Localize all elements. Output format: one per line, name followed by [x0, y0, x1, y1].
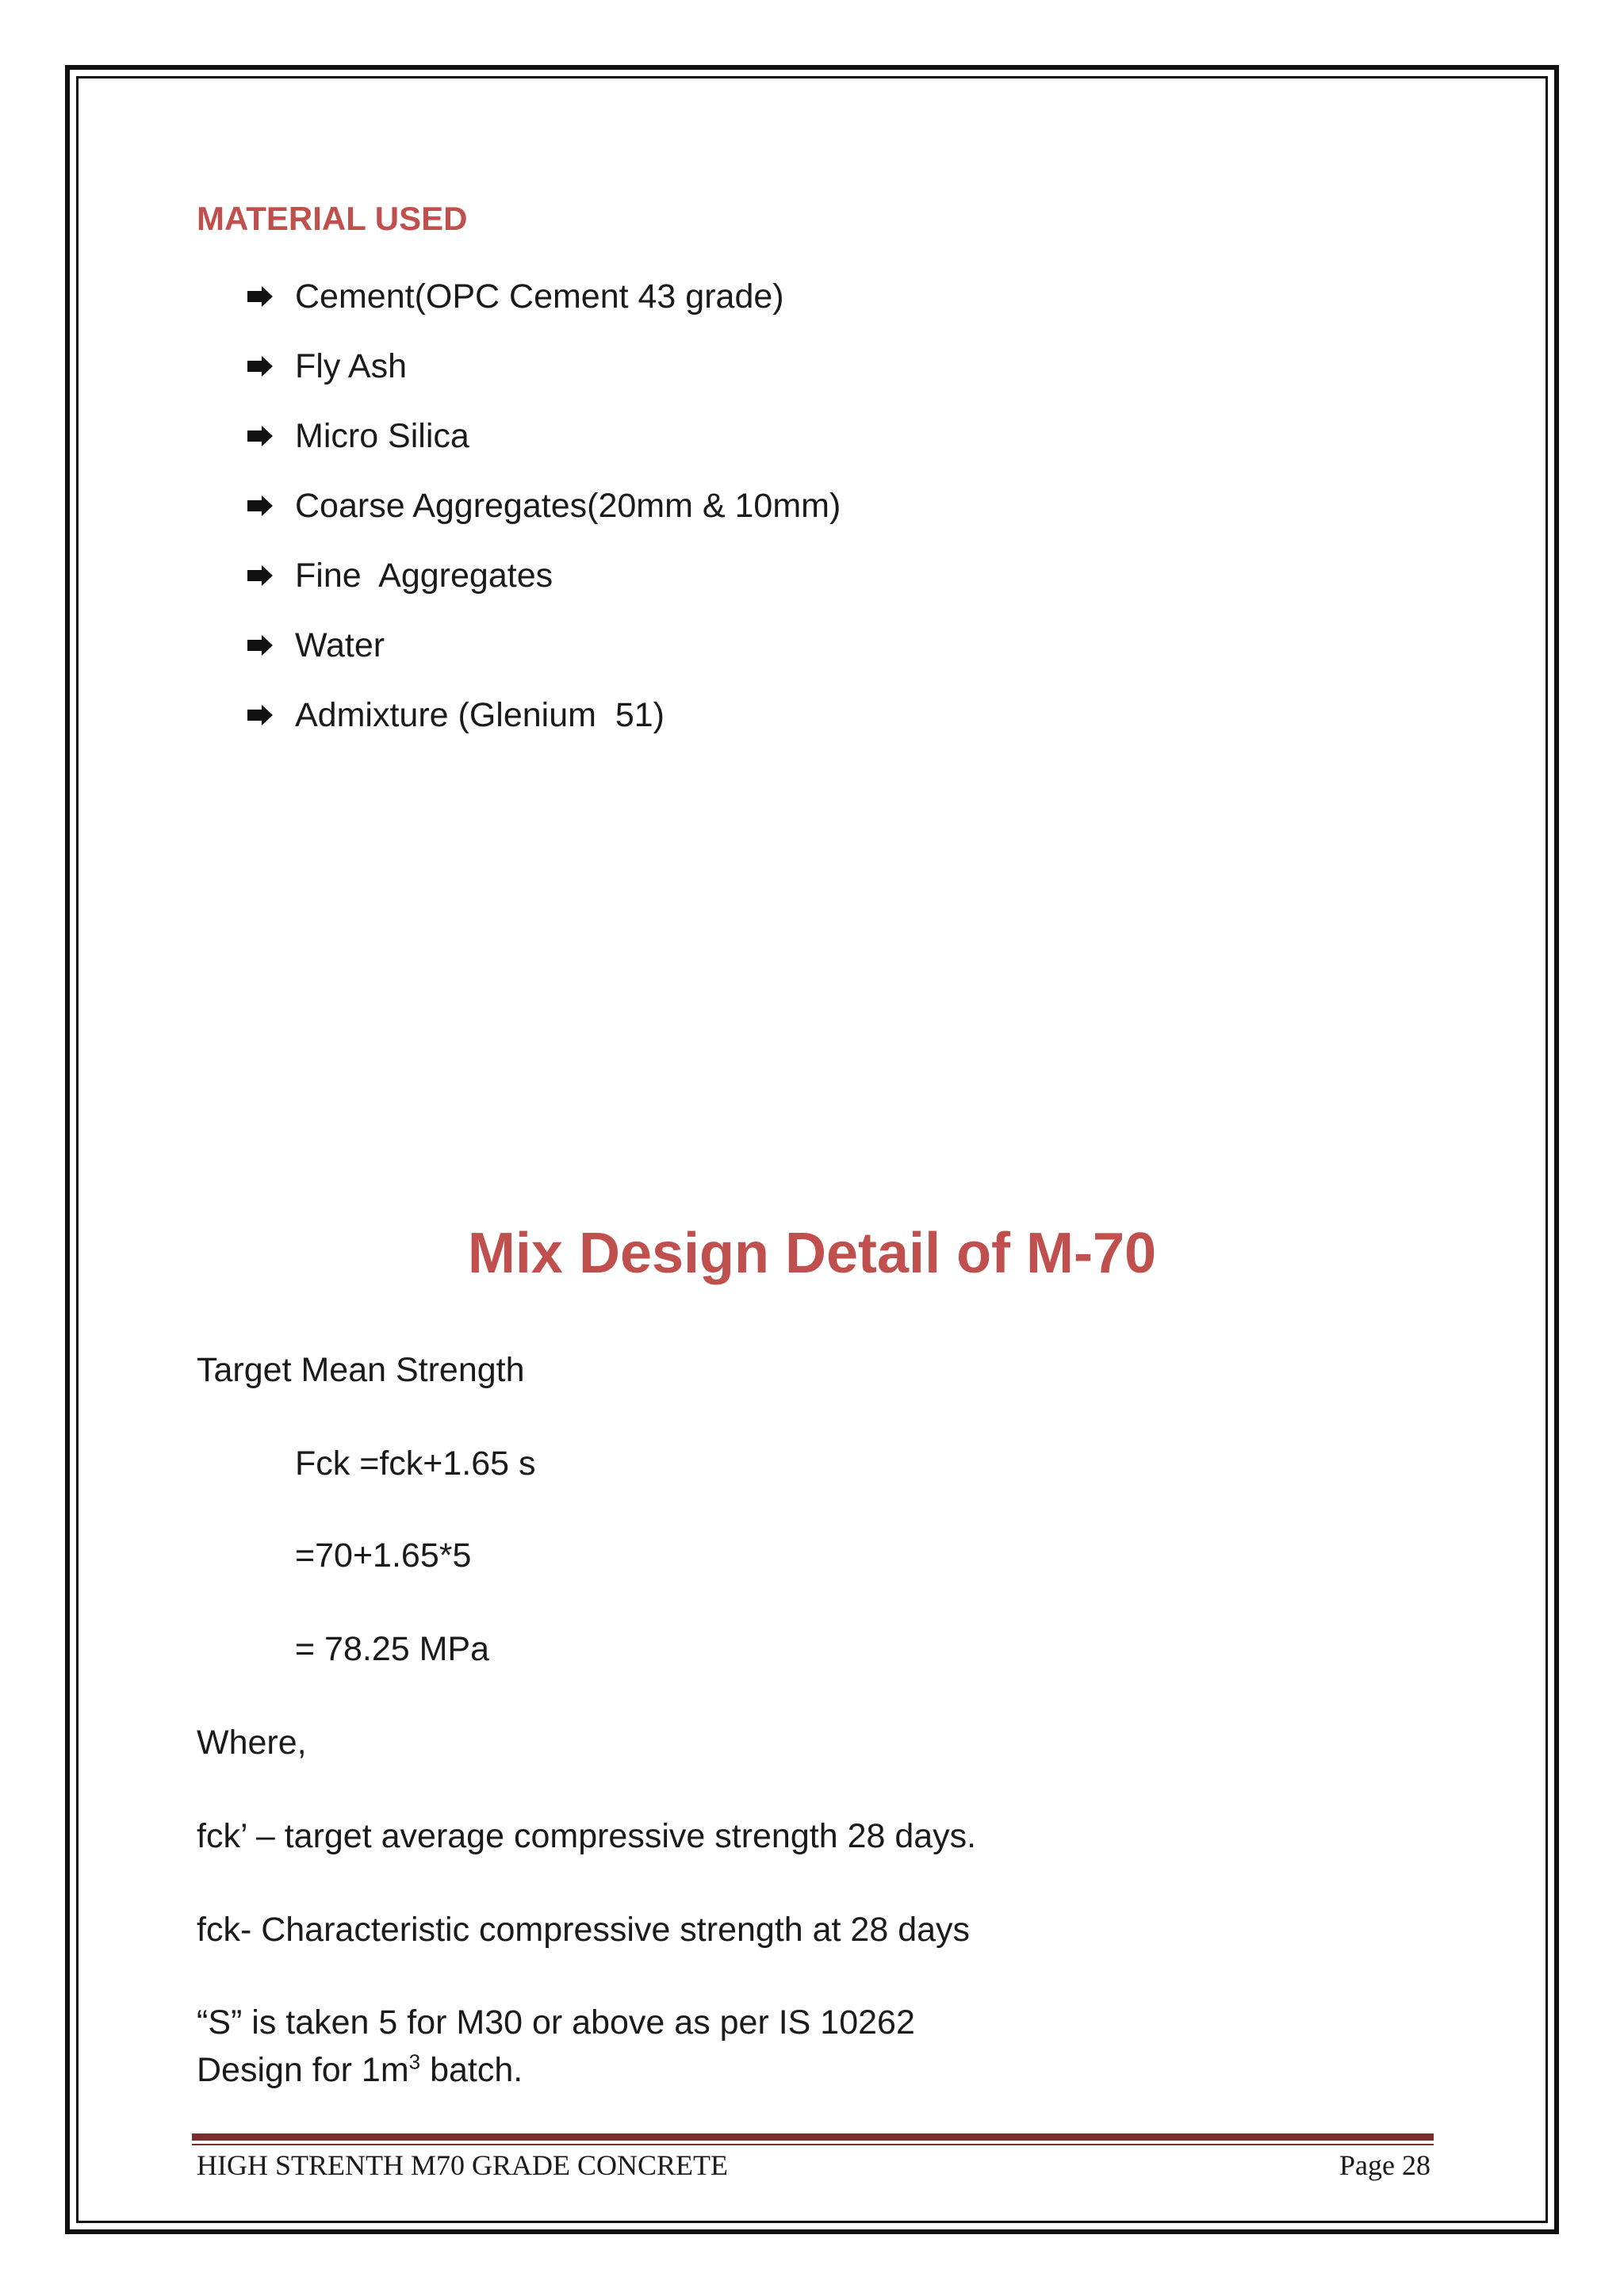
arrow-bullet-icon [246, 422, 274, 450]
footer-divider [192, 2133, 1434, 2141]
material-label: Admixture (Glenium 51) [295, 695, 665, 734]
formula-line-1: Fck =fck+1.65 s [295, 1445, 536, 1483]
arrow-bullet-icon [246, 352, 274, 381]
list-item [246, 541, 841, 610]
where-label: Where, [197, 1724, 307, 1762]
definition-line-1: fck’ – target average compressive strength 28 days. [197, 1817, 977, 1855]
arrow-bullet-icon [246, 561, 274, 590]
design-prefix: Design for 1m [197, 2051, 409, 2089]
arrow-bullet-icon [246, 701, 274, 729]
target-mean-label: Target Mean Strength [197, 1351, 525, 1389]
materials-list [246, 262, 841, 750]
list-item [246, 401, 841, 471]
design-superscript: 3 [408, 2049, 421, 2074]
list-item [246, 610, 841, 680]
section-heading-materials: MATERIAL USED [197, 200, 468, 237]
list-item [246, 680, 841, 750]
list-item [246, 331, 841, 401]
definition-line-2: fck- Characteristic compressive strength at 28 days [197, 1911, 971, 1949]
footer-document-title: HIGH STRENTH M70 GRADE CONCRETE [197, 2149, 728, 2181]
footer-page-number: Page 28 [1339, 2149, 1431, 2181]
list-item [246, 262, 841, 331]
arrow-bullet-icon [246, 492, 274, 520]
material-label: Cement(OPC Cement 43 grade) [295, 277, 784, 316]
material-label: Fly Ash [295, 346, 407, 385]
material-label: Water [295, 626, 385, 664]
design-batch-line [197, 2051, 523, 2090]
formula-line-2: =70+1.65*5 [295, 1536, 472, 1575]
footer-divider-thin [192, 2144, 1434, 2145]
material-label: Micro Silica [295, 416, 469, 455]
list-item [246, 471, 841, 541]
design-suffix: batch. [420, 2051, 523, 2089]
arrow-bullet-icon [246, 282, 274, 311]
formula-line-3: = 78.25 MPa [295, 1630, 490, 1668]
material-label: Fine Aggregates [295, 556, 553, 595]
material-label: Coarse Aggregates(20mm & 10mm) [295, 486, 841, 525]
page-title: Mix Design Detail of M-70 [467, 1222, 1157, 1285]
arrow-bullet-icon [246, 631, 274, 660]
note-s-value: “S” is taken 5 for M30 or above as per IS 10262 [197, 2003, 915, 2042]
